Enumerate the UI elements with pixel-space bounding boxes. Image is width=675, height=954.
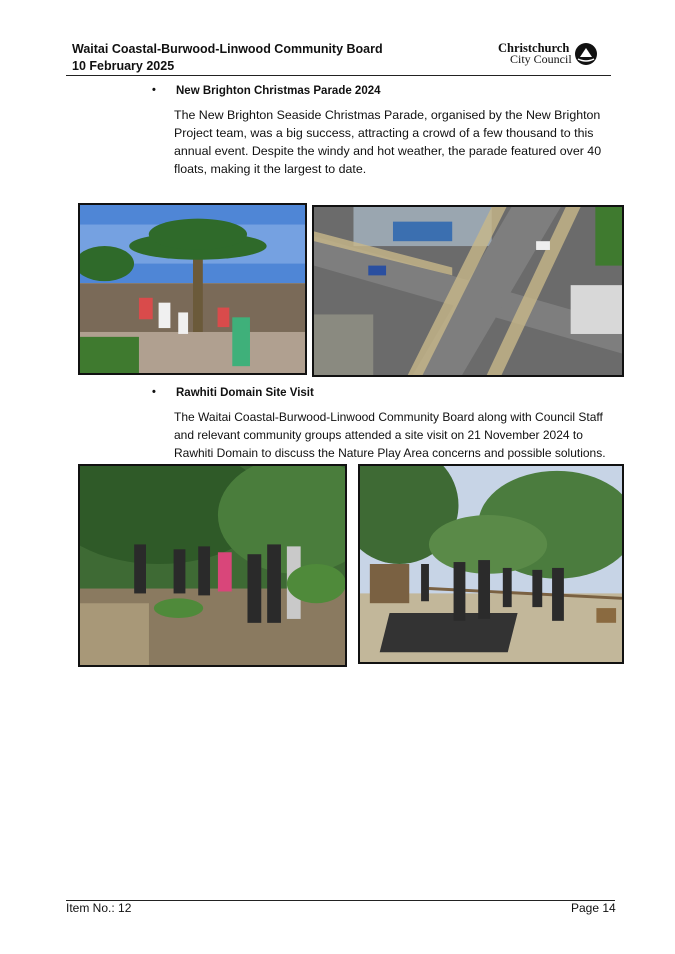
christchurch-city-council-logo [498,41,600,67]
group-under-trees-photo [78,464,347,667]
section-body-rawhiti: The Waitai Coastal-Burwood-Linwood Community Board along with Council Staff and relevant community groups attended a site visit on 21 November 2024 to Rawhiti Domain to discuss the Nature Play Area concerns and possible solutions. [174,410,606,460]
item-number: Item No.: 12 [66,901,132,915]
footer-divider [66,900,615,901]
bullet-icon: • [152,386,156,398]
section-body-parade: The New Brighton Seaside Christmas Parade, organised by the New Brighton Project team, was a big success, attracting a crowd of a few thousand to this annual event. Despite the windy and hot weather, the parade featured over 40 floats, making it the largest to date. [174,108,602,176]
nature-play-area-photo [358,464,624,664]
header-divider [66,75,611,76]
document-header [72,41,383,75]
council-emblem-icon [574,42,598,66]
logo-line1: Christchurch [498,41,570,55]
meeting-date: 10 February 2025 [72,59,175,73]
section-heading-parade: New Brighton Christmas Parade 2024 [176,85,381,97]
logo-line2: City Council [510,52,572,66]
bullet-icon: • [152,84,156,96]
page-number: Page 14 [571,901,616,915]
aerial-parade-intersection-photo [312,205,624,377]
palm-tree-crowd-photo [78,203,307,375]
section-heading-rawhiti: Rawhiti Domain Site Visit [176,387,314,399]
board-name: Waitai Coastal-Burwood-Linwood Community Board [72,42,383,56]
